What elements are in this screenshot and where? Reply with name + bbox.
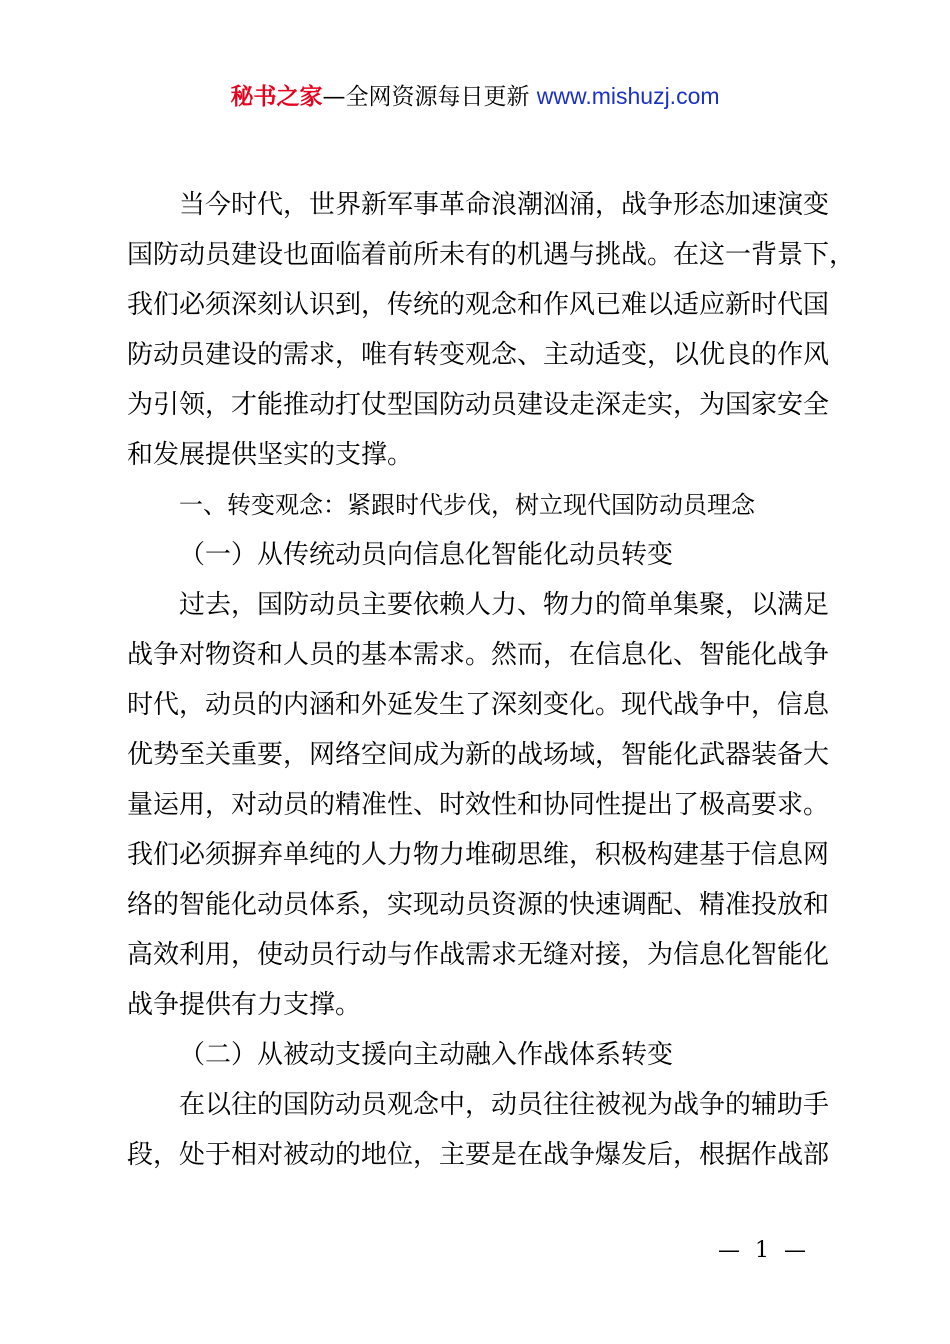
paragraph-line: 量运用，对动员的精准性、时效性和协同性提出了极高要求。 <box>127 790 830 820</box>
paragraph-line: 为引领，才能推动打仗型国防动员建设走深走实，为国家安全 <box>127 390 830 420</box>
paragraph-line: 时代，动员的内涵和外延发生了深刻变化。现代战争中，信息 <box>127 690 830 720</box>
subsection-heading: （一）从传统动员向信息化智能化动员转变 <box>179 540 674 570</box>
paragraph-line: 在以往的国防动员观念中，动员往往被视为战争的辅助手 <box>179 1090 830 1120</box>
paragraph-line: 当今时代，世界新军事革命浪潮汹涌，战争形态加速演变 <box>179 190 830 220</box>
brand-name: 秘书之家 <box>230 84 323 110</box>
paragraph-line: 国防动员建设也面临着前所未有的机遇与挑战。在这一背景下， <box>127 240 856 270</box>
paragraph-line: 优势至关重要，网络空间成为新的战场域，智能化武器装备大 <box>127 740 830 770</box>
document-body <box>127 180 856 1180</box>
site-header <box>0 80 950 113</box>
paragraph-line: 战争对物资和人员的基本需求。然而，在信息化、智能化战争 <box>127 640 830 670</box>
subsection-heading: （二）从被动支援向主动融入作战体系转变 <box>179 1040 674 1070</box>
paragraph-line: 防动员建设的需求，唯有转变观念、主动适变，以优良的作风 <box>127 340 830 370</box>
paragraph-line: 和发展提供坚实的支撑。 <box>127 440 414 470</box>
paragraph-line: 过去，国防动员主要依赖人力、物力的简单集聚，以满足 <box>179 590 830 620</box>
paragraph-line: 战争提供有力支撑。 <box>127 990 362 1020</box>
header-tagline: —全网资源每日更新 <box>322 84 530 110</box>
paragraph-line: 段，处于相对被动的地位，主要是在战争爆发后，根据作战部 <box>127 1140 830 1170</box>
page-number: — 1 — <box>718 1238 810 1263</box>
paragraph-line: 络的智能化动员体系，实现动员资源的快速调配、精准投放和 <box>127 890 830 920</box>
paragraph-line: 我们必须摒弃单纯的人力物力堆砌思维，积极构建基于信息网 <box>127 840 830 870</box>
paragraph-line: 高效利用，使动员行动与作战需求无缝对接，为信息化智能化 <box>127 940 830 970</box>
section-heading: 一、转变观念：紧跟时代步伐，树立现代国防动员理念 <box>179 491 755 519</box>
site-url-link[interactable]: www.mishuzj.com <box>536 83 720 109</box>
paragraph-line: 我们必须深刻认识到，传统的观念和作风已难以适应新时代国 <box>127 290 830 320</box>
